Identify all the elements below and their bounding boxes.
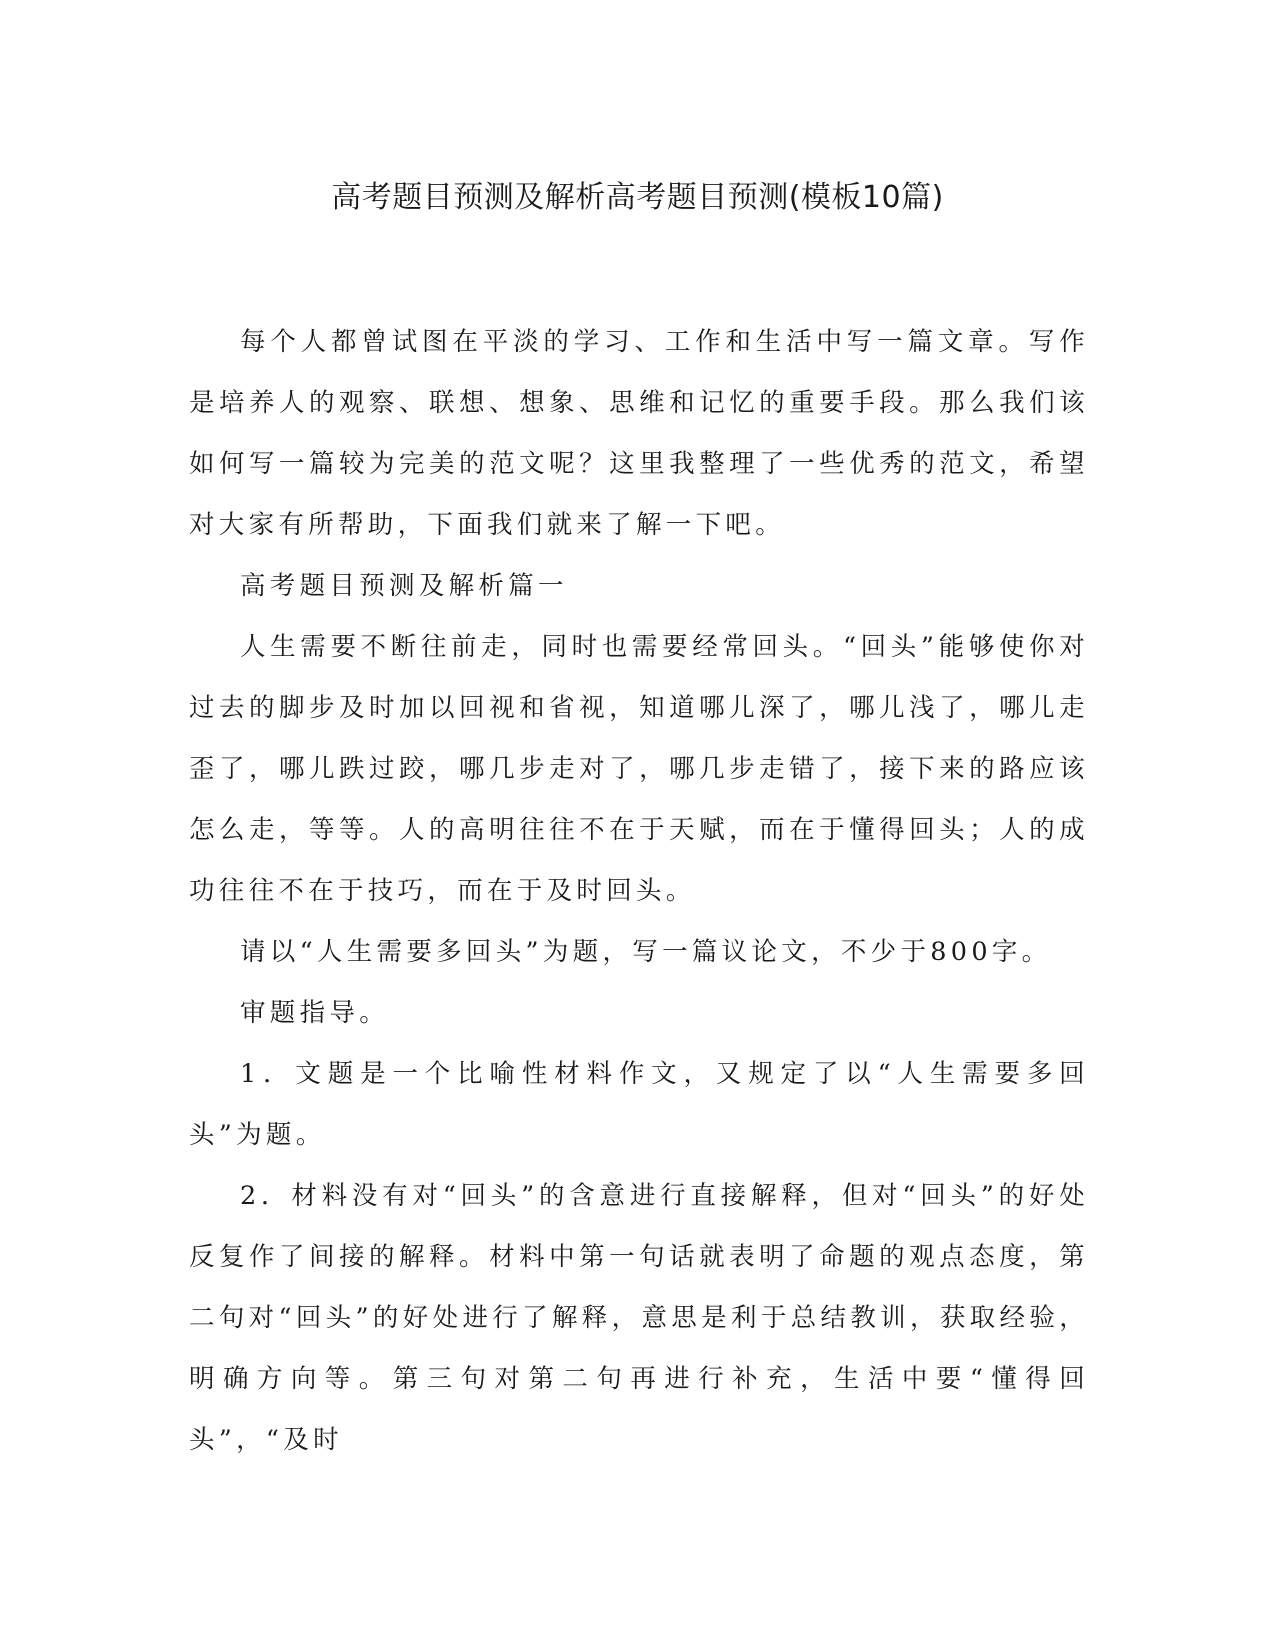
prompt-material-paragraph: 人生需要不断往前走，同时也需要经常回头。“回头”能够使你对过去的脚步及时加以回视和省视，知道哪儿深了，哪儿浅了，哪儿走歪了，哪儿跌过跤，哪几步走对了，哪几步走错了，接下来的路应该怎么走，等等。人的高明往往不在于天赋，而在于懂得回头；人的成功往往不在于技巧，而在于及时回头。	[189, 632, 1089, 906]
section-heading: 高考题目预测及解析篇一	[240, 571, 568, 601]
intro-paragraph: 每个人都曾试图在平淡的学习、工作和生活中写一篇文章。写作是培养人的观察、联想、想象、思维和记忆的重要手段。那么我们该如何写一篇较为完美的范文呢？这里我整理了一些优秀的范文，希望对大家有所帮助，下面我们就来了解一下吧。	[189, 327, 1089, 540]
document-body	[189, 312, 1089, 1471]
guidance-heading: 审题指导。	[240, 998, 390, 1028]
document-title: 高考题目预测及解析高考题目预测(模板10篇)	[331, 180, 944, 215]
guidance-point-2: 2．材料没有对“回头”的含意进行直接解释，但对“回头”的好处反复作了间接的解释。材料中第一句话就表明了命题的观点态度，第二句对“回头”的好处进行了解释，意思是利于总结教训，获取经验，明确方向等。第三句对第二句再进行补充，生活中要“懂得回头”，“及时	[189, 1181, 1089, 1455]
prompt-instruction-paragraph: 请以“人生需要多回头”为题，写一篇议论文，不少于800字。	[240, 937, 1052, 967]
guidance-point-1: 1．文题是一个比喻性材料作文，又规定了以“人生需要多回头”为题。	[189, 1059, 1089, 1150]
